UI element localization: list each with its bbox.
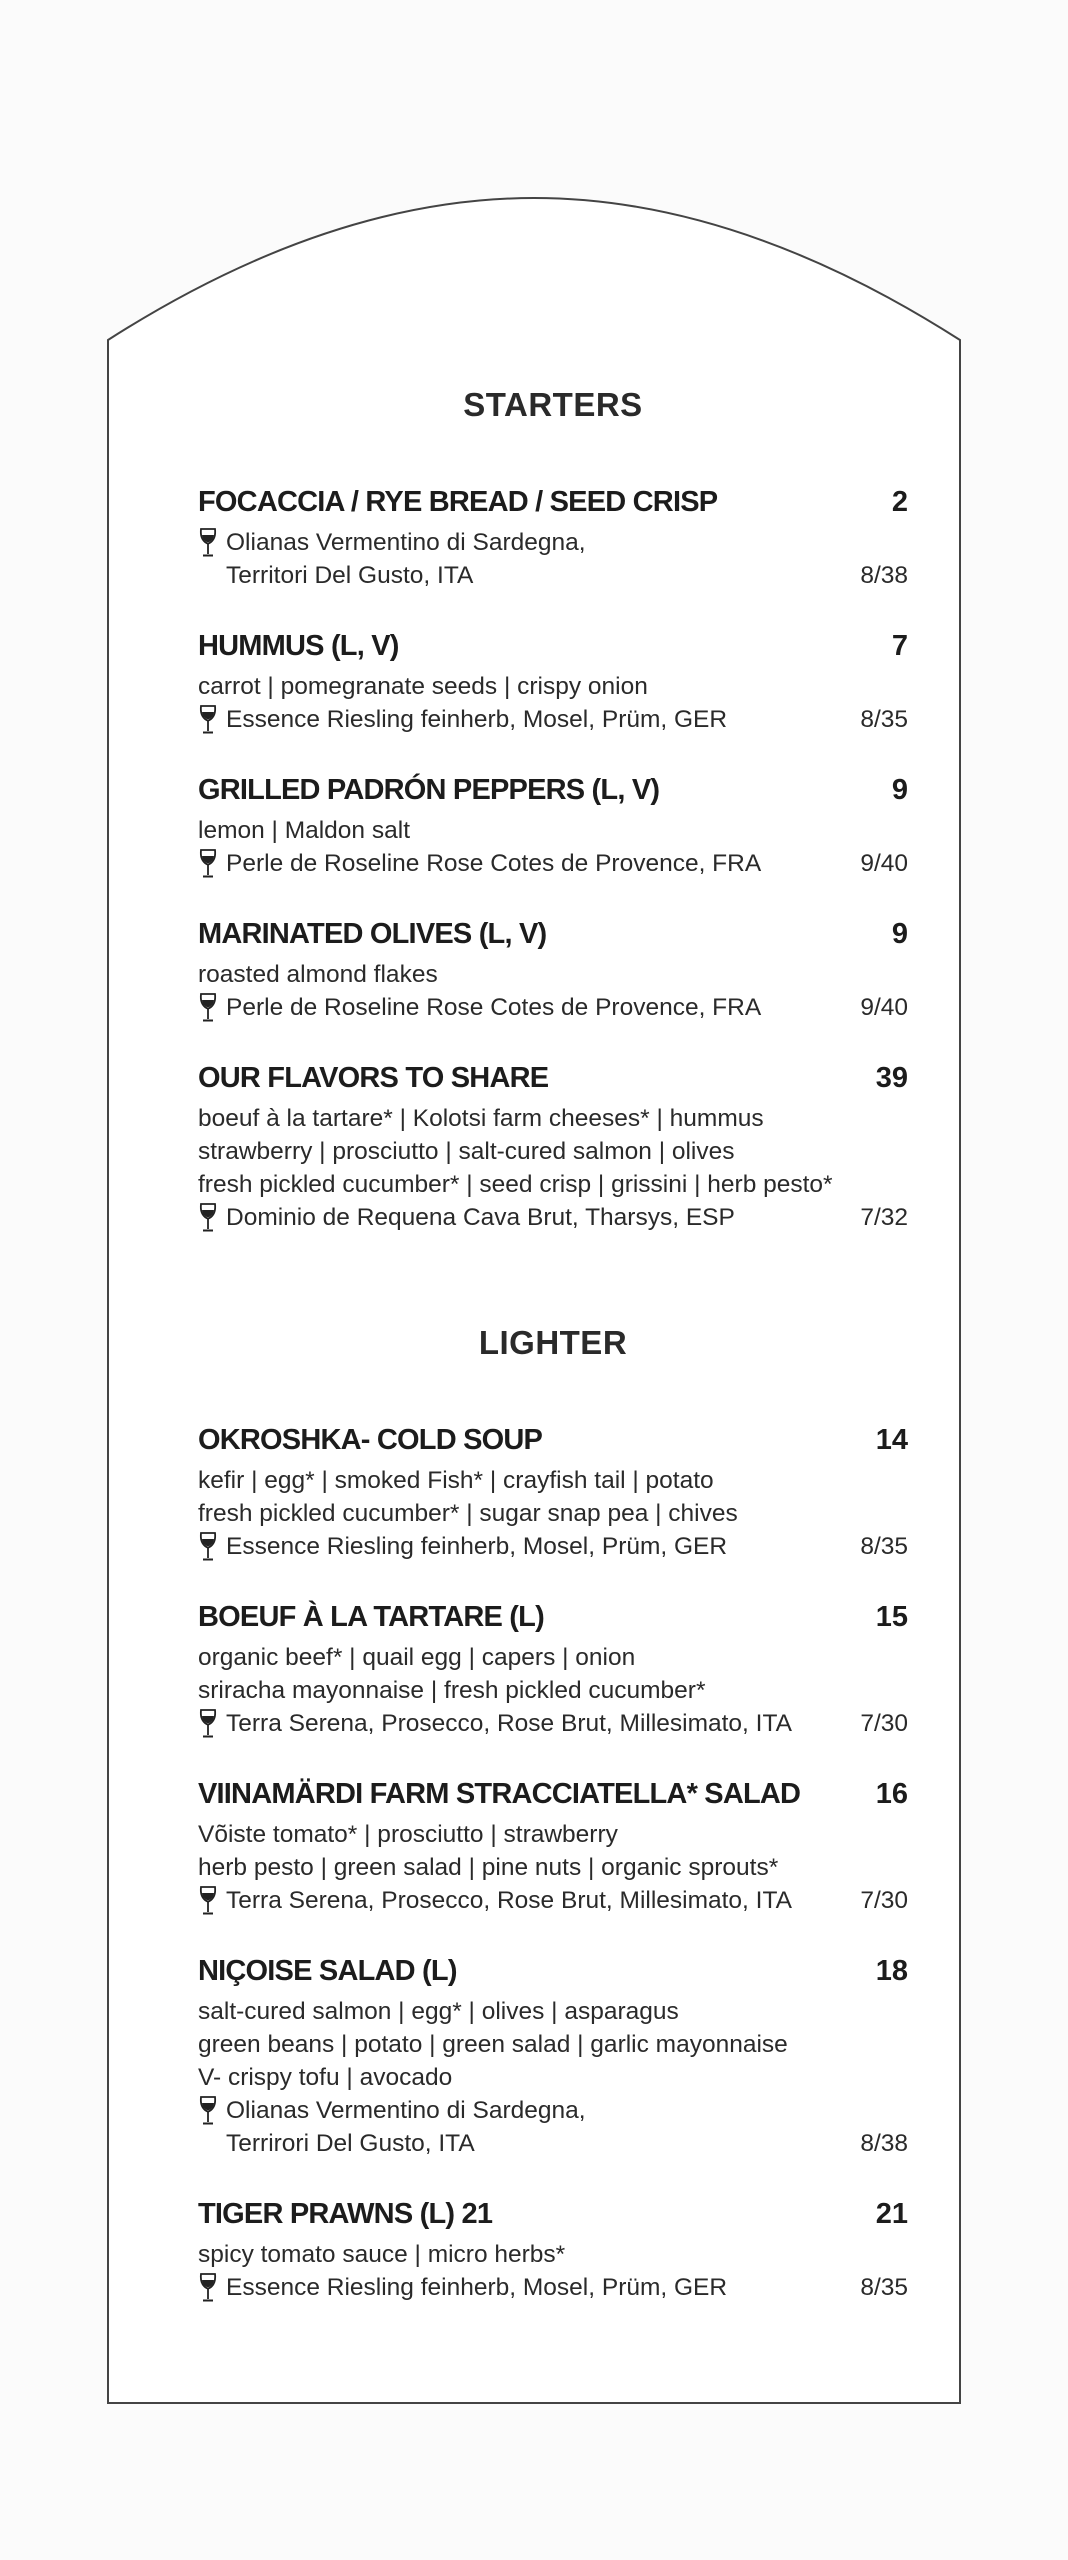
menu-item-name: TIGER PRAWNS (L) 21 [198,2198,493,2230]
wine-glass-icon [198,848,218,880]
menu-item-name: FOCACCIA / RYE BREAD / SEED CRISP [198,486,718,518]
wine-glass-icon [198,2095,218,2127]
wine-pairing-name: Territori Del Gusto, ITA [226,562,474,589]
wine-pairing-price: 8/38 [860,562,908,589]
wine-glass-icon [198,992,218,1024]
menu-item-price: 18 [875,1955,908,1987]
wine-pairing [198,2271,908,2304]
menu-item [198,1062,908,1234]
menu-item-description: Võiste tomato* | prosciutto | strawberry [198,1821,618,1848]
wine-pairing [198,991,908,1024]
menu-item-header [198,1062,908,1102]
menu-item-name: OKROSHKA- COLD SOUP [198,1424,543,1456]
wine-pairing-price: 8/35 [860,1533,908,1560]
wine-pairing-name: Terra Serena, Prosecco, Rose Brut, Millesimato, ITA [226,1710,792,1737]
menu-item-description: organic beef* | quail egg | capers | onion [198,1644,636,1671]
wine-glass-icon [198,704,218,736]
menu-item-description: herb pesto | green salad | pine nuts | organic sprouts* [198,1854,779,1881]
wine-pairing-price: 7/30 [860,1710,908,1737]
wine-pairing-price: 8/38 [860,2130,908,2157]
menu-item-description: strawberry | prosciutto | salt-cured salmon | olives [198,1138,735,1165]
menu-item-description: fresh pickled cucumber* | seed crisp | grissini | herb pesto* [198,1171,833,1198]
menu-item [198,1778,908,1917]
menu-item-name: NIÇOISE SALAD (L) [198,1955,457,1987]
menu-item [198,1955,908,2160]
wine-pairing-price: 7/30 [860,1887,908,1914]
menu-item-header [198,1601,908,1641]
menu-content [198,380,908,2304]
wine-pairing-price: 8/35 [860,706,908,733]
lighter-list [198,1424,908,2304]
wine-pairing-price: 9/40 [860,994,908,1021]
starters-list [198,486,908,1234]
menu-item-header [198,486,908,526]
wine-pairing [198,703,908,736]
menu-item-description: green beans | potato | green salad | garlic mayonnaise [198,2031,788,2058]
menu-item-header [198,1955,908,1995]
wine-pairing-price: 7/32 [860,1204,908,1231]
wine-pairing-name: Terrirori Del Gusto, ITA [226,2130,475,2157]
menu-item-price: 2 [891,486,908,518]
wine-glass-icon [198,1531,218,1563]
section-title-starters: STARTERS [463,386,643,423]
wine-pairing [198,526,908,592]
menu-item [198,1424,908,1563]
menu-item-price: 21 [875,2198,908,2230]
menu-item-description: lemon | Maldon salt [198,817,410,844]
menu-item-header [198,1424,908,1464]
menu-item-name: HUMMUS (L, V) [198,630,399,662]
menu-item-header [198,774,908,814]
wine-pairing [198,1530,908,1563]
menu-item-description: sriracha mayonnaise | fresh pickled cucumber* [198,1677,706,1704]
wine-pairing-name: Essence Riesling feinherb, Mosel, Prüm, GER [226,706,728,733]
menu-item [198,918,908,1024]
wine-glass-icon [198,2272,218,2304]
menu-item-price: 39 [875,1062,908,1094]
menu-item-name: GRILLED PADRÓN PEPPERS (L, V) [198,774,660,806]
menu-item-price: 14 [875,1424,908,1456]
menu-item-description: boeuf à la tartare* | Kolotsi farm cheeses* | hummus [198,1105,764,1132]
wine-pairing [198,1884,908,1917]
menu-item-name: MARINATED OLIVES (L, V) [198,918,547,950]
menu-item-description: roasted almond flakes [198,961,438,988]
wine-pairing-price: 8/35 [860,2274,908,2301]
menu-item-description: salt-cured salmon | egg* | olives | asparagus [198,1998,679,2025]
wine-glass-icon [198,1202,218,1234]
wine-glass-icon [198,1885,218,1917]
menu-item-name: OUR FLAVORS TO SHARE [198,1062,549,1094]
menu-item [198,2198,908,2304]
wine-pairing [198,2094,908,2160]
wine-pairing [198,1707,908,1740]
wine-pairing-name: Perle de Roseline Rose Cotes de Provence, FRA [226,994,762,1021]
menu-item-description: V- crispy tofu | avocado [198,2064,453,2091]
menu-item-price: 16 [875,1778,908,1810]
wine-pairing-price: 9/40 [860,850,908,877]
wine-glass-icon [198,527,218,559]
wine-pairing-name: Essence Riesling feinherb, Mosel, Prüm, GER [226,2274,728,2301]
wine-pairing-name: Dominio de Requena Cava Brut, Tharsys, ESP [226,1204,735,1231]
menu-item-header [198,630,908,670]
menu-item-price: 9 [891,774,908,806]
menu-item-price: 7 [891,630,908,662]
menu-item [198,774,908,880]
menu-item [198,486,908,592]
menu-item-header [198,1778,908,1818]
menu-item-price: 15 [875,1601,908,1633]
menu-item-header [198,918,908,958]
wine-pairing-name: Olianas Vermentino di Sardegna, [226,529,586,556]
menu-item [198,630,908,736]
wine-pairing-name: Olianas Vermentino di Sardegna, [226,2097,586,2124]
wine-pairing-name: Perle de Roseline Rose Cotes de Provence, FRA [226,850,762,877]
wine-pairing-name: Essence Riesling feinherb, Mosel, Prüm, GER [226,1533,728,1560]
section-title-lighter: LIGHTER [478,1324,628,1361]
wine-pairing-name: Terra Serena, Prosecco, Rose Brut, Millesimato, ITA [226,1887,792,1914]
menu-item-description: kefir | egg* | smoked Fish* | crayfish tail | potato [198,1467,714,1494]
wine-pairing [198,847,908,880]
menu-item-price: 9 [891,918,908,950]
wine-pairing [198,1201,908,1234]
menu-item-header [198,2198,908,2238]
wine-glass-icon [198,1708,218,1740]
menu-item [198,1601,908,1740]
menu-item-name: BOEUF À LA TARTARE (L) [198,1601,544,1633]
menu-item-description: fresh pickled cucumber* | sugar snap pea | chives [198,1500,738,1527]
menu-item-name: VIINAMÄRDI FARM STRACCIATELLA* SALAD [198,1778,801,1810]
menu-item-description: spicy tomato sauce | micro herbs* [198,2241,566,2268]
menu-item-description: carrot | pomegranate seeds | crispy onion [198,673,648,700]
